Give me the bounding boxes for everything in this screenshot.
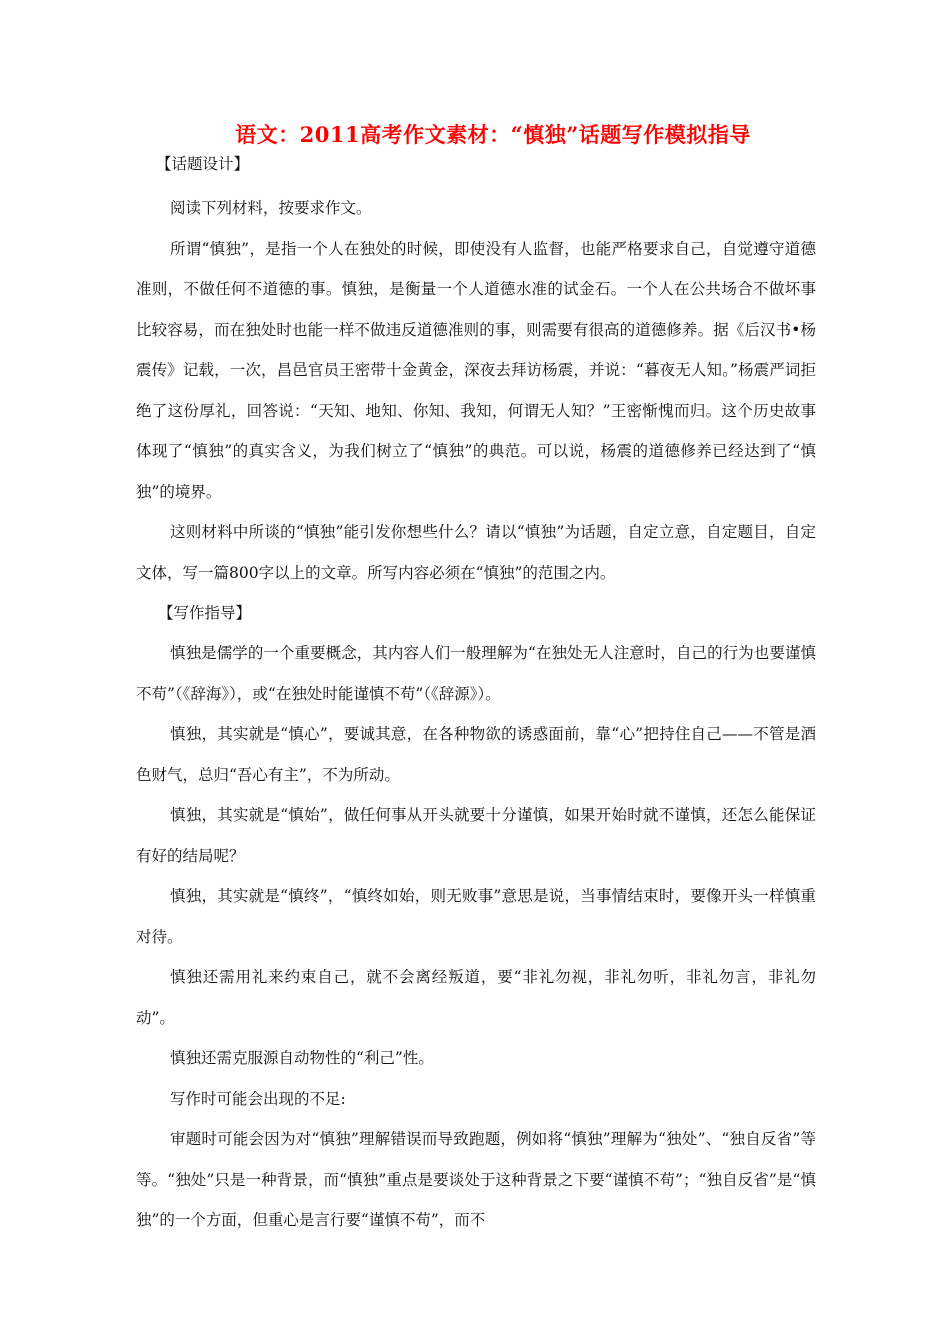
paragraph: 阅读下列材料，按要求作文。 bbox=[170, 199, 372, 217]
section-heading-writing-guide: 【写作指导】 bbox=[158, 604, 252, 622]
paragraph: 慎独，其实就是“慎终”，“慎终如始，则无败事”意思是说，当事情结束时，要像开头一样慎重对待。 bbox=[136, 887, 816, 946]
paragraph: 审题时可能会因为对“慎独”理解错误而导致跑题，例如将“慎独”理解为“独处”、“独自反省”等等。“独处”只是一种背景，而“慎独”重点是要谈处于这种背景之下要“谨慎不苟”；“独自反省”是“慎独”的一个方面，但重心是言行要“谨慎不苟”，而不 bbox=[136, 1130, 816, 1229]
paragraph: 慎独，其实就是“慎始”，做任何事从开头就要十分谨慎，如果开始时就不谨慎，还怎么能保证有好的结局呢？ bbox=[136, 806, 816, 865]
paragraph: 这则材料中所谈的“慎独”能引发你想些什么？请以“慎独”为话题，自定立意，自定题目，自定文体，写一篇800字以上的文章。所写内容必须在“慎独”的范围之内。 bbox=[136, 523, 816, 582]
document-body bbox=[136, 152, 816, 1241]
paragraph: 慎独，其实就是“慎心”，要诚其意，在各种物欲的诱惑面前，靠“心”把持住自己——不管是酒色财气，总归“吾心有主”，不为所动。 bbox=[136, 725, 816, 784]
paragraph: 写作时可能会出现的不足: bbox=[170, 1089, 346, 1108]
paragraph: 慎独是儒学的一个重要概念，其内容人们一般理解为“在独处无人注意时，自己的行为也要谨慎不苟”（《辞海》），或“在独处时能谨慎不苟”（《辞源》）。 bbox=[136, 644, 816, 703]
paragraph: 慎独还需用礼来约束自己，就不会离经叛道，要“非礼勿视，非礼勿听，非礼勿言，非礼勿动”。 bbox=[136, 968, 816, 1027]
paragraph: 慎独还需克服源自动物性的“利己”性。 bbox=[170, 1049, 434, 1067]
section-heading-topic-design: 【话题设计】 bbox=[156, 155, 250, 173]
document-title: 语文：2011高考作文素材：“慎独”话题写作模拟指导 bbox=[235, 122, 751, 147]
paragraph: 所谓“慎独”，是指一个人在独处的时候，即使没有人监督，也能严格要求自己，自觉遵守道德准则，不做任何不道德的事。慎独，是衡量一个人道德水准的试金石。一个人在公共场合不做坏事比较容易，而在独处时也能一样不做违反道德准则的事，则需要有很高的道德修养。据《后汉书•杨震传》记载，一次，昌邑官员王密带十金黄金，深夜去拜访杨震，并说：“暮夜无人知。”杨震严词拒绝了这份厚礼，回答说：“天知、地知、你知、我知，何谓无人知？”王密惭愧而归。这个历史故事体现了“慎独”的真实含义，为我们树立了“慎独”的典范。可以说，杨震的道德修养已经达到了“慎独”的境界。 bbox=[136, 239, 816, 501]
